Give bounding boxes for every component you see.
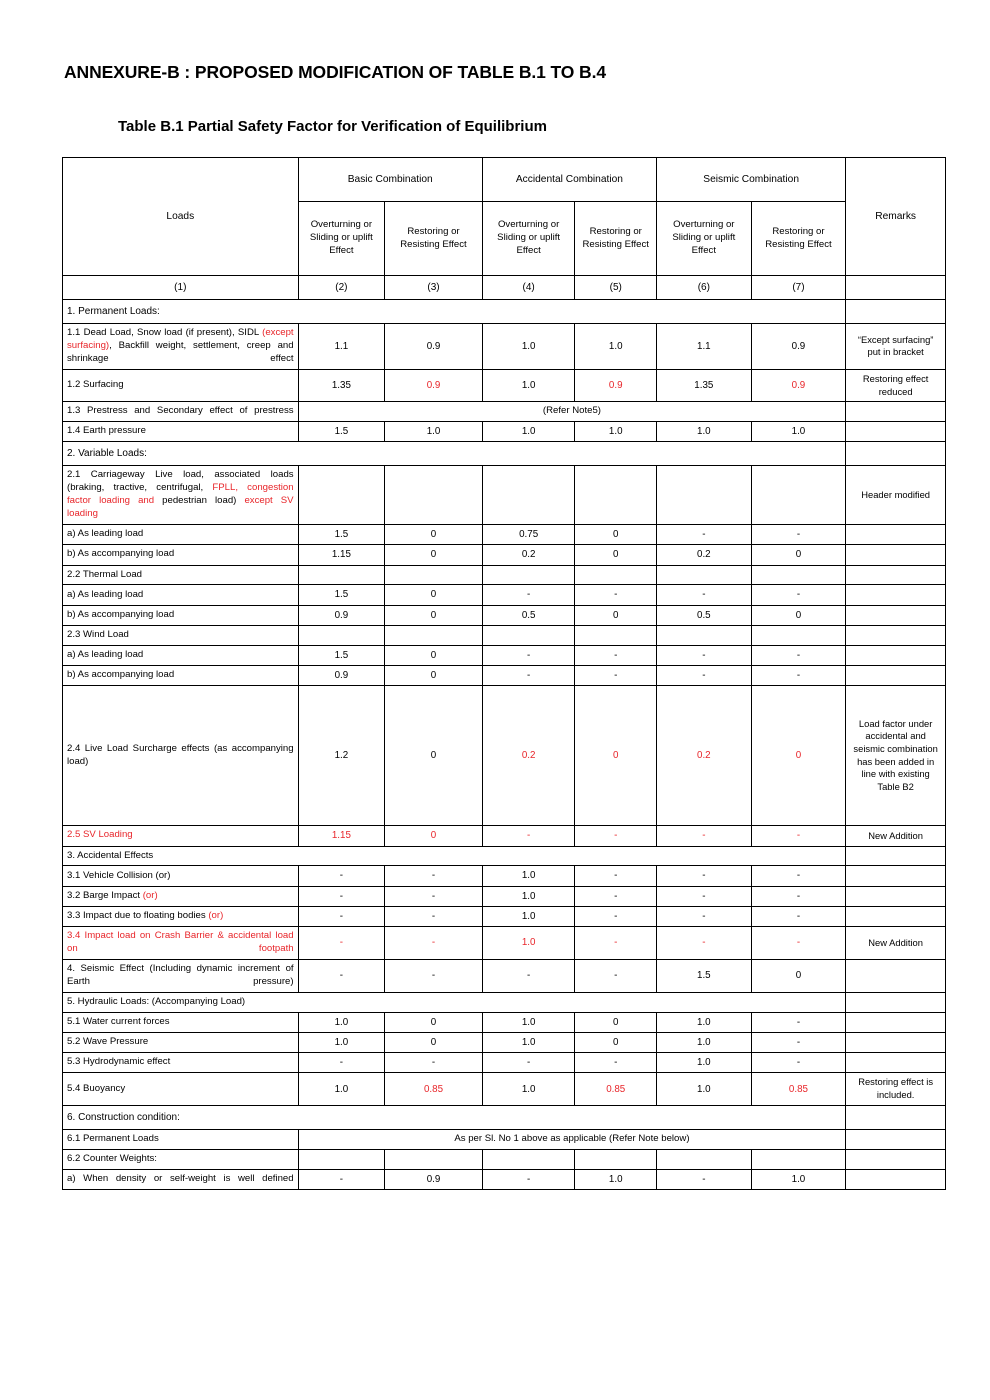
table-row — [63, 605, 946, 625]
cell-3-2-c4: 1.0 — [482, 886, 575, 906]
cell-1-1-c7: 0.9 — [751, 324, 846, 370]
cell-2-3-c7 — [751, 625, 846, 645]
cell-2-4-c4: 0.2 — [482, 686, 575, 826]
cell-2-1-c3 — [385, 466, 483, 525]
col-group-seismic-combination: Seismic Combination — [657, 158, 846, 202]
cell-5-3-c3: - — [385, 1053, 483, 1073]
row-label-2-1-b: b) As accompanying load — [63, 545, 299, 565]
cell-5-2-c4: 1.0 — [482, 1033, 575, 1053]
cell-3-1-c6: - — [657, 866, 752, 886]
col-header-remarks: Remarks — [846, 158, 946, 276]
table-body — [63, 300, 946, 1190]
cell-2-2b-c7: 0 — [751, 605, 846, 625]
cell-5-2-c5: 0 — [575, 1033, 657, 1053]
cell-5-3-c6: 1.0 — [657, 1053, 752, 1073]
cell-6-2-c7 — [751, 1149, 846, 1169]
remark-6-2 — [846, 1149, 946, 1169]
remark-3-4: New Addition — [846, 927, 946, 960]
cell-2-3-c2 — [298, 625, 385, 645]
cell-2-4-c6: 0.2 — [657, 686, 752, 826]
cell-2-3-c6 — [657, 625, 752, 645]
remark-1-2: Restoring effect reduced — [846, 369, 946, 401]
section-header-variable-loads — [63, 442, 946, 466]
cell-2-5-c3: 0 — [385, 826, 483, 846]
col-number-6: (6) — [657, 276, 752, 300]
section-remark-variable-loads — [846, 442, 946, 466]
cell-3-3-c3: - — [385, 906, 483, 926]
subheader-accidental-overturning: Overturning or Sliding or uplift Effect — [482, 202, 575, 276]
table-head — [63, 158, 946, 300]
cell-2-2-c5 — [575, 565, 657, 585]
cell-2-3b-c3: 0 — [385, 666, 483, 686]
cell-3-2-c6: - — [657, 886, 752, 906]
col-number-remarks — [846, 276, 946, 300]
cell-3-2-c2: - — [298, 886, 385, 906]
row-label-3-2-red: (or) — [142, 889, 158, 901]
table-row — [63, 1129, 946, 1149]
cell-2-3-c4 — [482, 625, 575, 645]
row-label-2-1-part-b: pedestrian load) — [154, 495, 237, 507]
cell-5-3-c7: - — [751, 1053, 846, 1073]
cell-3-4-c4: 1.0 — [482, 927, 575, 960]
cell-1-2-c7: 0.9 — [751, 369, 846, 401]
cell-6-2-c3 — [385, 1149, 483, 1169]
cell-5-3-c4: - — [482, 1053, 575, 1073]
row-label-1-1-red: (except surfacing) — [67, 327, 294, 351]
cell-5-4-c5: 0.85 — [575, 1073, 657, 1105]
cell-6-2-c2 — [298, 1149, 385, 1169]
cell-2-2-c4 — [482, 565, 575, 585]
table-row — [63, 1073, 946, 1105]
cell-2-2a-c5: - — [575, 585, 657, 605]
cell-3-1-c3: - — [385, 866, 483, 886]
row-label-1-4: 1.4 Earth pressure — [63, 422, 299, 442]
table-row — [63, 906, 946, 926]
cell-2-2b-c3: 0 — [385, 605, 483, 625]
cell-1-1-c3: 0.9 — [385, 324, 483, 370]
table-row — [63, 545, 946, 565]
cell-6-1-merged-note: As per Sl. No 1 above as applicable (Refer Note below) — [298, 1129, 846, 1149]
cell-6-2a-c7: 1.0 — [751, 1169, 846, 1189]
row-label-2-1 — [63, 466, 299, 525]
row-label-2-1-red-2: except SV loading — [67, 495, 294, 520]
cell-1-4-c7: 1.0 — [751, 422, 846, 442]
cell-4-c7: 0 — [751, 959, 846, 992]
cell-2-5-c5: - — [575, 826, 657, 846]
table-row — [63, 1053, 946, 1073]
cell-2-1-c4 — [482, 466, 575, 525]
cell-1-4-c2: 1.5 — [298, 422, 385, 442]
cell-5-1-c5: 0 — [575, 1012, 657, 1032]
cell-2-3b-c4: - — [482, 666, 575, 686]
col-number-4: (4) — [482, 276, 575, 300]
cell-5-2-c6: 1.0 — [657, 1033, 752, 1053]
row-label-4: 4. Seismic Effect (Including dynamic increment of Earth pressure) — [63, 959, 299, 992]
cell-2-1a-c5: 0 — [575, 525, 657, 545]
cell-2-2-c2 — [298, 565, 385, 585]
cell-2-1b-c2: 1.15 — [298, 545, 385, 565]
section-label-hydraulic-loads: 5. Hydraulic Loads: (Accompanying Load) — [63, 992, 846, 1012]
row-label-2-4: 2.4 Live Load Surcharge effects (as accompanying load) — [63, 686, 299, 826]
header-row-numbering — [63, 276, 946, 300]
cell-3-1-c2: - — [298, 866, 385, 886]
cell-3-1-c4: 1.0 — [482, 866, 575, 886]
col-number-2: (2) — [298, 276, 385, 300]
cell-2-3-c5 — [575, 625, 657, 645]
cell-2-3b-c5: - — [575, 666, 657, 686]
subheader-accidental-restoring: Restoring or Resisting Effect — [575, 202, 657, 276]
section-header-hydraulic-loads — [63, 992, 946, 1012]
row-label-2-2-b: b) As accompanying load — [63, 605, 299, 625]
cell-5-1-c7: - — [751, 1012, 846, 1032]
subheader-seismic-overturning: Overturning or Sliding or uplift Effect — [657, 202, 752, 276]
cell-1-1-c6: 1.1 — [657, 324, 752, 370]
cell-2-5-c6: - — [657, 826, 752, 846]
cell-1-4-c5: 1.0 — [575, 422, 657, 442]
row-label-6-2-a: a) When density or self-weight is well defined — [63, 1169, 299, 1189]
cell-6-2a-c6: - — [657, 1169, 752, 1189]
remark-1-1: “Except surfacing” put in bracket — [846, 324, 946, 370]
table-row — [63, 645, 946, 665]
cell-3-1-c7: - — [751, 866, 846, 886]
col-group-accidental-combination: Accidental Combination — [482, 158, 656, 202]
cell-5-1-c3: 0 — [385, 1012, 483, 1032]
cell-4-c5: - — [575, 959, 657, 992]
row-label-6-1: 6.1 Permanent Loads — [63, 1129, 299, 1149]
remark-1-3 — [846, 402, 946, 422]
cell-6-2a-c3: 0.9 — [385, 1169, 483, 1189]
row-label-5-3: 5.3 Hydrodynamic effect — [63, 1053, 299, 1073]
cell-2-3b-c7: - — [751, 666, 846, 686]
cell-2-2b-c2: 0.9 — [298, 605, 385, 625]
cell-2-3b-c6: - — [657, 666, 752, 686]
remark-1-4 — [846, 422, 946, 442]
row-label-3-2-part-a: 3.2 Barge Impact — [67, 889, 143, 901]
cell-2-1a-c2: 1.5 — [298, 525, 385, 545]
col-number-1: (1) — [63, 276, 299, 300]
remark-5-4: Restoring effect is included. — [846, 1073, 946, 1105]
page-title: ANNEXURE-B : PROPOSED MODIFICATION OF TABLE B.1 TO B.4 — [64, 62, 606, 82]
cell-2-3a-c3: 0 — [385, 645, 483, 665]
cell-2-2b-c4: 0.5 — [482, 605, 575, 625]
cell-5-3-c5: - — [575, 1053, 657, 1073]
row-label-2-1-red-1: FPLL, congestion factor loading and — [67, 482, 294, 507]
remark-2-3 — [846, 625, 946, 645]
cell-2-1-c6 — [657, 466, 752, 525]
row-label-3-3-red: (or) — [208, 910, 224, 922]
cell-4-c6: 1.5 — [657, 959, 752, 992]
col-header-loads: Loads — [63, 158, 299, 276]
cell-2-2a-c4: - — [482, 585, 575, 605]
row-label-5-4: 5.4 Buoyancy — [63, 1073, 299, 1105]
cell-1-2-c2: 1.35 — [298, 369, 385, 401]
cell-2-5-c2: 1.15 — [298, 826, 385, 846]
cell-2-3a-c5: - — [575, 645, 657, 665]
cell-5-4-c3: 0.85 — [385, 1073, 483, 1105]
cell-2-4-c2: 1.2 — [298, 686, 385, 826]
cell-2-3b-c2: 0.9 — [298, 666, 385, 686]
remark-2-2 — [846, 565, 946, 585]
cell-2-3a-c6: - — [657, 645, 752, 665]
cell-2-1-c5 — [575, 466, 657, 525]
row-label-1-1-part-b: , Backfill weight, settlement, creep and shrinkage effect — [67, 339, 294, 364]
table-row — [63, 422, 946, 442]
cell-2-3-c3 — [385, 625, 483, 645]
row-label-2-1-a: a) As leading load — [63, 525, 299, 545]
cell-2-1b-c7: 0 — [751, 545, 846, 565]
table-row — [63, 927, 946, 960]
cell-2-2a-c6: - — [657, 585, 752, 605]
section-label-permanent-loads: 1. Permanent Loads: — [63, 300, 846, 324]
cell-1-2-c5: 0.9 — [575, 369, 657, 401]
cell-2-2a-c3: 0 — [385, 585, 483, 605]
remark-3-2 — [846, 886, 946, 906]
section-remark-construction-condition — [846, 1105, 946, 1129]
cell-5-4-c4: 1.0 — [482, 1073, 575, 1105]
col-number-5: (5) — [575, 276, 657, 300]
cell-3-3-c4: 1.0 — [482, 906, 575, 926]
cell-2-1a-c3: 0 — [385, 525, 483, 545]
col-number-7: (7) — [751, 276, 846, 300]
cell-2-1a-c7: - — [751, 525, 846, 545]
cell-2-2-c6 — [657, 565, 752, 585]
row-label-5-2: 5.2 Wave Pressure — [63, 1033, 299, 1053]
table-row — [63, 686, 946, 826]
cell-2-3a-c2: 1.5 — [298, 645, 385, 665]
cell-5-2-c3: 0 — [385, 1033, 483, 1053]
row-label-3-3 — [63, 906, 299, 926]
header-row-groups — [63, 158, 946, 202]
row-label-1-1-part-a: 1.1 Dead Load, Snow load (if present), SIDL — [67, 327, 263, 338]
cell-2-1a-c6: - — [657, 525, 752, 545]
subheader-basic-overturning: Overturning or Sliding or uplift Effect — [298, 202, 385, 276]
remark-2-4: Load factor under accidental and seismic combination has been added in line with existing Table B2 — [846, 686, 946, 826]
remark-2-2-b — [846, 605, 946, 625]
cell-2-1a-c4: 0.75 — [482, 525, 575, 545]
row-label-3-1: 3.1 Vehicle Collision (or) — [63, 866, 299, 886]
cell-1-4-c3: 1.0 — [385, 422, 483, 442]
table-row — [63, 1012, 946, 1032]
remark-5-3 — [846, 1053, 946, 1073]
cell-6-2a-c5: 1.0 — [575, 1169, 657, 1189]
cell-5-1-c6: 1.0 — [657, 1012, 752, 1032]
table-row — [63, 1169, 946, 1189]
section-remark-hydraulic-loads — [846, 992, 946, 1012]
cell-3-4-c2: - — [298, 927, 385, 960]
cell-5-2-c7: - — [751, 1033, 846, 1053]
cell-1-2-c6: 1.35 — [657, 369, 752, 401]
cell-3-4-c6: - — [657, 927, 752, 960]
table-row — [63, 866, 946, 886]
cell-5-3-c2: - — [298, 1053, 385, 1073]
table-caption: Table B.1 Partial Safety Factor for Verification of Equilibrium — [118, 118, 547, 135]
cell-2-2b-c5: 0 — [575, 605, 657, 625]
remark-2-1-a — [846, 525, 946, 545]
section-label-variable-loads: 2. Variable Loads: — [63, 442, 846, 466]
row-label-2-2: 2.2 Thermal Load — [63, 565, 299, 585]
cell-6-2-c5 — [575, 1149, 657, 1169]
row-label-1-3: 1.3 Prestress and Secondary effect of prestress — [63, 402, 299, 422]
remark-2-3-a — [846, 645, 946, 665]
cell-2-4-c5: 0 — [575, 686, 657, 826]
section-label-accidental-effects: 3. Accidental Effects — [63, 846, 846, 866]
cell-3-2-c7: - — [751, 886, 846, 906]
subheader-seismic-restoring: Restoring or Resisting Effect — [751, 202, 846, 276]
remark-5-1 — [846, 1012, 946, 1032]
cell-5-1-c4: 1.0 — [482, 1012, 575, 1032]
cell-5-4-c2: 1.0 — [298, 1073, 385, 1105]
cell-3-3-c6: - — [657, 906, 752, 926]
row-label-6-2: 6.2 Counter Weights: — [63, 1149, 299, 1169]
cell-2-2a-c7: - — [751, 585, 846, 605]
cell-6-2a-c2: - — [298, 1169, 385, 1189]
remark-6-2-a — [846, 1169, 946, 1189]
remark-2-1-b — [846, 545, 946, 565]
cell-2-1b-c6: 0.2 — [657, 545, 752, 565]
remark-5-2 — [846, 1033, 946, 1053]
cell-5-4-c6: 1.0 — [657, 1073, 752, 1105]
row-label-2-3-a: a) As leading load — [63, 645, 299, 665]
row-label-2-5: 2.5 SV Loading — [63, 826, 299, 846]
row-label-2-3: 2.3 Wind Load — [63, 625, 299, 645]
cell-3-2-c5: - — [575, 886, 657, 906]
cell-3-2-c3: - — [385, 886, 483, 906]
cell-2-2-c3 — [385, 565, 483, 585]
cell-1-4-c4: 1.0 — [482, 422, 575, 442]
cell-1-1-c2: 1.1 — [298, 324, 385, 370]
col-group-basic-combination: Basic Combination — [298, 158, 482, 202]
table-row — [63, 666, 946, 686]
row-label-2-1-part-a: 2.1 Carriageway Live load, associated loads (braking, tractive, centrifugal, — [67, 469, 294, 494]
cell-6-2-c6 — [657, 1149, 752, 1169]
cell-3-4-c5: - — [575, 927, 657, 960]
section-label-construction-condition: 6. Construction condition: — [63, 1105, 846, 1129]
remark-3-3 — [846, 906, 946, 926]
cell-2-5-c7: - — [751, 826, 846, 846]
table-row — [63, 324, 946, 370]
cell-2-3a-c4: - — [482, 645, 575, 665]
cell-2-2b-c6: 0.5 — [657, 605, 752, 625]
remark-2-3-b — [846, 666, 946, 686]
table-row — [63, 886, 946, 906]
remark-2-5: New Addition — [846, 826, 946, 846]
cell-2-4-c3: 0 — [385, 686, 483, 826]
remark-6-1 — [846, 1129, 946, 1149]
cell-1-2-c3: 0.9 — [385, 369, 483, 401]
row-label-5-1: 5.1 Water current forces — [63, 1012, 299, 1032]
section-remark-accidental-effects — [846, 846, 946, 866]
cell-4-c2: - — [298, 959, 385, 992]
table-row — [63, 1149, 946, 1169]
remark-2-1: Header modified — [846, 466, 946, 525]
cell-4-c4: - — [482, 959, 575, 992]
cell-1-3-merged-note: (Refer Note5) — [298, 402, 846, 422]
section-header-construction-condition — [63, 1105, 946, 1129]
table-row — [63, 959, 946, 992]
cell-2-2a-c2: 1.5 — [298, 585, 385, 605]
remark-3-1 — [846, 866, 946, 886]
cell-1-2-c4: 1.0 — [482, 369, 575, 401]
row-label-2-3-b: b) As accompanying load — [63, 666, 299, 686]
table-row — [63, 565, 946, 585]
cell-1-1-c4: 1.0 — [482, 324, 575, 370]
cell-3-1-c5: - — [575, 866, 657, 886]
cell-2-1b-c3: 0 — [385, 545, 483, 565]
cell-5-2-c2: 1.0 — [298, 1033, 385, 1053]
cell-2-1-c2 — [298, 466, 385, 525]
table-row — [63, 1033, 946, 1053]
remark-4 — [846, 959, 946, 992]
table-row — [63, 585, 946, 605]
table-row — [63, 369, 946, 401]
cell-5-4-c7: 0.85 — [751, 1073, 846, 1105]
section-header-permanent-loads — [63, 300, 946, 324]
cell-2-1-c7 — [751, 466, 846, 525]
section-remark-permanent-loads — [846, 300, 946, 324]
row-label-1-2: 1.2 Surfacing — [63, 369, 299, 401]
row-label-1-1 — [63, 324, 299, 370]
cell-6-2-c4 — [482, 1149, 575, 1169]
cell-1-4-c6: 1.0 — [657, 422, 752, 442]
cell-3-3-c5: - — [575, 906, 657, 926]
cell-2-3a-c7: - — [751, 645, 846, 665]
row-label-2-2-a: a) As leading load — [63, 585, 299, 605]
cell-3-4-c3: - — [385, 927, 483, 960]
col-number-3: (3) — [385, 276, 483, 300]
cell-3-3-c2: - — [298, 906, 385, 926]
table-row — [63, 826, 946, 846]
cell-3-3-c7: - — [751, 906, 846, 926]
cell-2-1b-c4: 0.2 — [482, 545, 575, 565]
cell-5-1-c2: 1.0 — [298, 1012, 385, 1032]
row-label-3-3-part-a: 3.3 Impact due to floating bodies — [67, 910, 209, 922]
cell-6-2a-c4: - — [482, 1169, 575, 1189]
cell-2-2-c7 — [751, 565, 846, 585]
cell-3-4-c7: - — [751, 927, 846, 960]
table-row — [63, 466, 946, 525]
table-row — [63, 625, 946, 645]
row-label-3-4: 3.4 Impact load on Crash Barrier & accidental load on footpath — [63, 927, 299, 960]
table-row — [63, 525, 946, 545]
row-label-3-2 — [63, 886, 299, 906]
table-row — [63, 402, 946, 422]
remark-2-2-a — [846, 585, 946, 605]
cell-2-4-c7: 0 — [751, 686, 846, 826]
subheader-basic-restoring: Restoring or Resisting Effect — [385, 202, 483, 276]
cell-4-c3: - — [385, 959, 483, 992]
partial-safety-factor-table — [62, 157, 946, 1190]
cell-2-1b-c5: 0 — [575, 545, 657, 565]
cell-2-5-c4: - — [482, 826, 575, 846]
section-header-accidental-effects — [63, 846, 946, 866]
cell-1-1-c5: 1.0 — [575, 324, 657, 370]
